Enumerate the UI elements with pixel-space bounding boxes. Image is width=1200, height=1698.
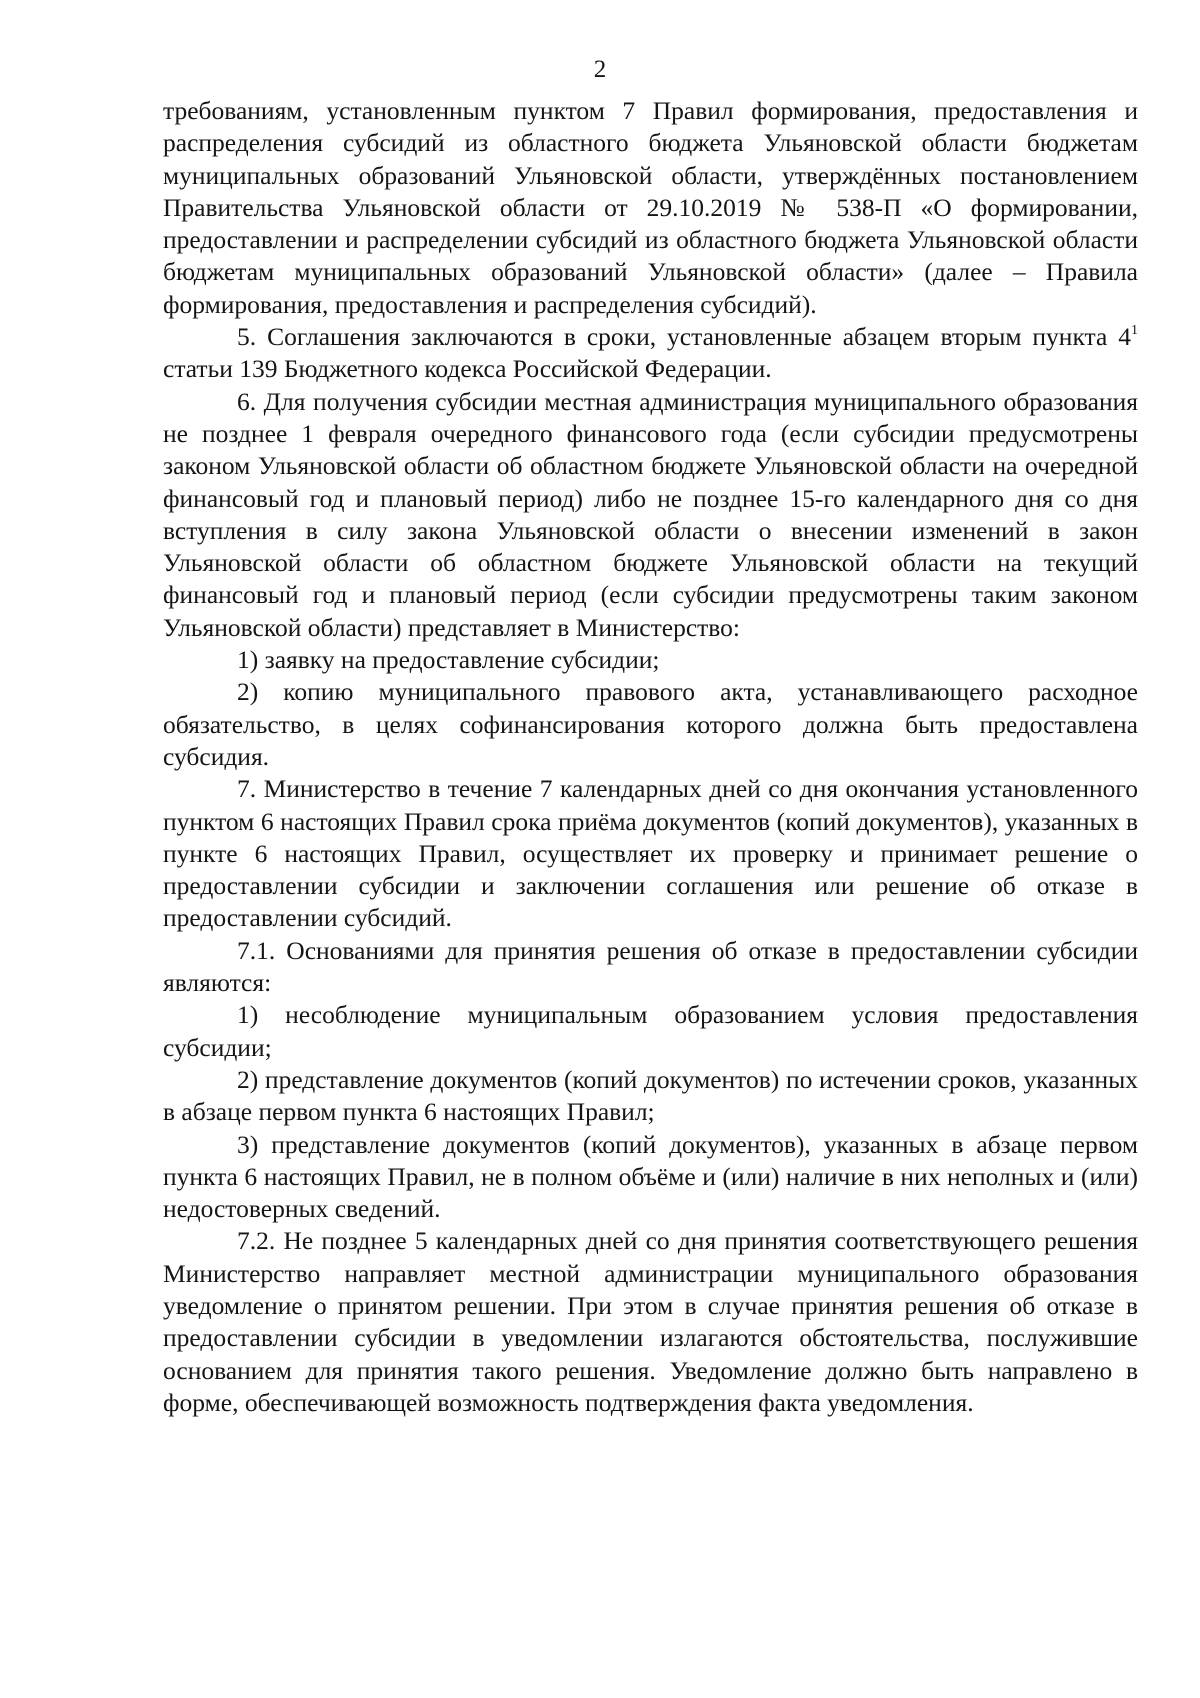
paragraph-continuation: требованиям, установленным пунктом 7 Правил формирования, предоставления и распределения субсидий из областного бюджета Ульяновской области бюджетам муниципальных образований Ульяновской области, утверждённых постановлением Правительства Ульяновской области от 29.10.2019 № 538-П «О формировании, предоставлении и распределении субсидий из областного бюджета Ульяновской области бюджетам муниципальных образований Ульяновской области» (далее – Правила формирования, предоставления и распределения субсидий). [163,96,1138,319]
paragraph-6: 6. Для получения субсидии местная администрация муниципального образования не позднее 1 февраля очередного финансового года (если субсидии предусмотрены законом Ульяновской области об областном бюджете Ульяновской области на очередной финансовый год и плановый период) либо не позднее 15-го календарного дня со дня вступления в силу закона Ульяновской области о внесении изменений в закон Ульяновской области об областном бюджете Ульяновской области на текущий финансовый год и плановый период (если субсидии предусмотрены таким законом Ульяновской области) представляет в Министерство: [163,386,1138,642]
page-number: 2 [593,56,607,83]
paragraph-6-item-1: 1) заявку на предоставление субсидии; [237,645,660,675]
paragraph-7-1-item-2: 2) представление документов (копий документов) по истечении сроков, указанных в абзаце первом пункта 6 настоящих Правил; [163,1064,1138,1127]
paragraph-5-text-end: статьи 139 Бюджетного кодекса Российской Федерации. [163,354,772,384]
paragraph-5 [163,321,1138,386]
document-body [163,95,1138,1419]
paragraph-7-1: 7.1. Основаниями для принятия решения об отказе в предоставлении субсидии являются: [163,935,1138,998]
paragraph-5-text: 5. Соглашения заключаются в сроки, установленные абзацем вторым пункта 4 [237,322,1131,352]
paragraph-7-2: 7.2. Не позднее 5 календарных дней со дня принятия соответствующего решения Министерство направляет местной администрации муниципального образования уведомление о принятом решении. При этом в случае принятия решения об отказе в предоставлении субсидии в уведомлении излагаются обстоятельства, послужившие основанием для принятия такого решения. Уведомление должно быть направлено в форме, обеспечивающей возможность подтверждения факта уведомления. [163,1226,1138,1417]
paragraph-6-item-2: 2) копию муниципального правового акта, устанавливающего расходное обязательство, в целях софинансирования которого должна быть предоставлена субсидия. [163,677,1138,771]
paragraph-7-1-item-3: 3) представление документов (копий документов), указанных в абзаце первом пункта 6 настоящих Правил, не в полном объёме и (или) наличие в них неполных и (или) недостоверных сведений. [163,1129,1138,1224]
paragraph-7: 7. Министерство в течение 7 календарных дней со дня окончания установленного пунктом 6 настоящих Правил срока приёма документов (копий документов), указанных в пункте 6 настоящих Правил, осуществляет их проверку и принимает решение о предоставлении субсидии и заключении соглашения или решение об отказе в предоставлении субсидий. [163,774,1138,933]
superscript-index: 1 [1131,323,1138,339]
paragraph-7-1-item-1: 1) несоблюдение муниципальным образованием условия предоставления субсидии; [163,1000,1138,1062]
